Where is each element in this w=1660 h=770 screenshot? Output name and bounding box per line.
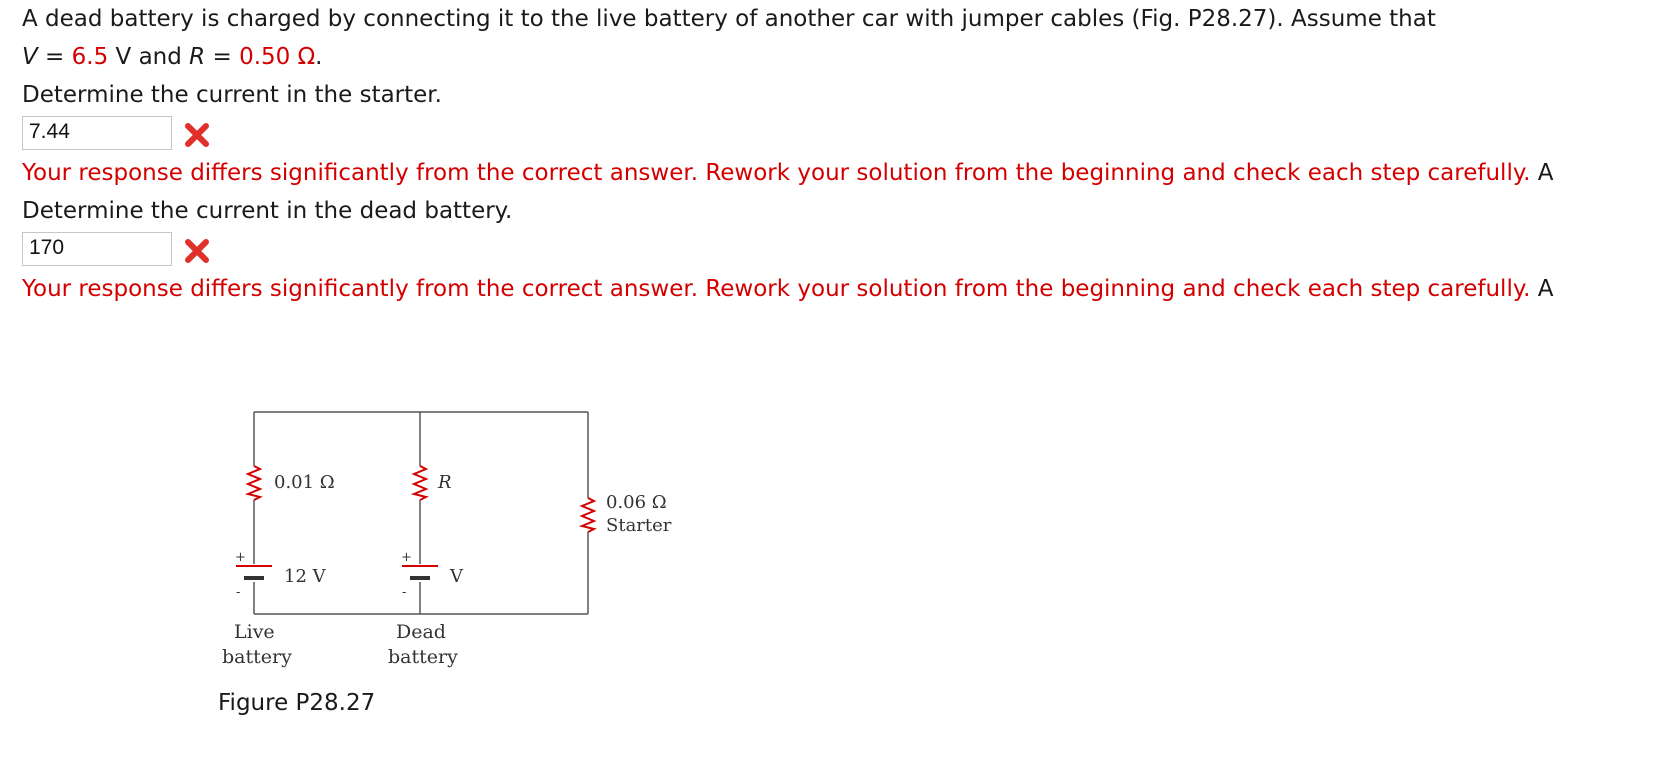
part-1-prompt: Determine the current in the starter. bbox=[22, 82, 442, 108]
starter-resistance-label: 0.06 Ω bbox=[606, 492, 667, 513]
live-battery-resistor bbox=[248, 466, 260, 500]
dead-plus: + bbox=[401, 550, 412, 565]
part-1-answer-input[interactable]: 7.44 bbox=[22, 116, 172, 150]
figure-caption: Figure P28.27 bbox=[218, 690, 376, 716]
r-symbol: R bbox=[189, 44, 206, 70]
live-resistance-label: 0.01 Ω bbox=[274, 472, 335, 493]
red-x-icon bbox=[184, 122, 210, 148]
dead-label-line2: battery bbox=[388, 646, 458, 668]
v-symbol: V bbox=[22, 44, 38, 70]
part-2-unit: A bbox=[1537, 276, 1554, 302]
part-1-feedback-text: Your response differs significantly from the correct answer. Rework your solution from the beginning and check each step carefully. bbox=[22, 160, 1531, 186]
dead-battery-symbol bbox=[402, 566, 438, 578]
starter-resistor bbox=[582, 498, 594, 532]
given-values bbox=[22, 38, 1642, 76]
dead-resistance-label: R bbox=[438, 472, 452, 493]
question-content bbox=[22, 0, 1642, 308]
red-x-icon bbox=[184, 238, 210, 264]
dead-minus: - bbox=[402, 585, 407, 600]
v-unit: V and bbox=[108, 44, 190, 70]
part-1-feedback bbox=[22, 154, 1582, 192]
live-label-line1: Live bbox=[234, 621, 275, 643]
part-1-unit: A bbox=[1537, 160, 1554, 186]
live-battery-symbol bbox=[236, 566, 272, 578]
part-2-feedback bbox=[22, 270, 1582, 308]
equals-2: = bbox=[205, 44, 240, 70]
part-1-answer-row bbox=[22, 114, 1642, 154]
live-emf-label: 12 V bbox=[284, 566, 326, 587]
live-plus: + bbox=[235, 550, 246, 565]
given-end: . bbox=[315, 44, 323, 70]
part-2-feedback-text: Your response differs significantly from the correct answer. Rework your solution from the beginning and check each step carefully. bbox=[22, 276, 1531, 302]
dead-battery-resistor bbox=[414, 466, 426, 500]
live-label-line2: battery bbox=[222, 646, 292, 668]
part-2-prompt: Determine the current in the dead battery. bbox=[22, 198, 513, 224]
equals-1: = bbox=[37, 44, 72, 70]
starter-label: Starter bbox=[606, 515, 672, 536]
dead-label-line1: Dead bbox=[396, 621, 446, 643]
part-2-answer-input[interactable]: 170 bbox=[22, 232, 172, 266]
v-value: 6.5 bbox=[71, 44, 109, 70]
dead-emf-label: V bbox=[450, 566, 463, 587]
live-minus: - bbox=[236, 585, 241, 600]
r-value: 0.50 Ω bbox=[239, 44, 316, 70]
part-2-answer-row bbox=[22, 230, 1642, 270]
question-intro: A dead battery is charged by connecting it to the live battery of another car with jumper cables (Fig. P28.27). Assume that bbox=[22, 6, 1436, 32]
question-text bbox=[22, 0, 1642, 38]
